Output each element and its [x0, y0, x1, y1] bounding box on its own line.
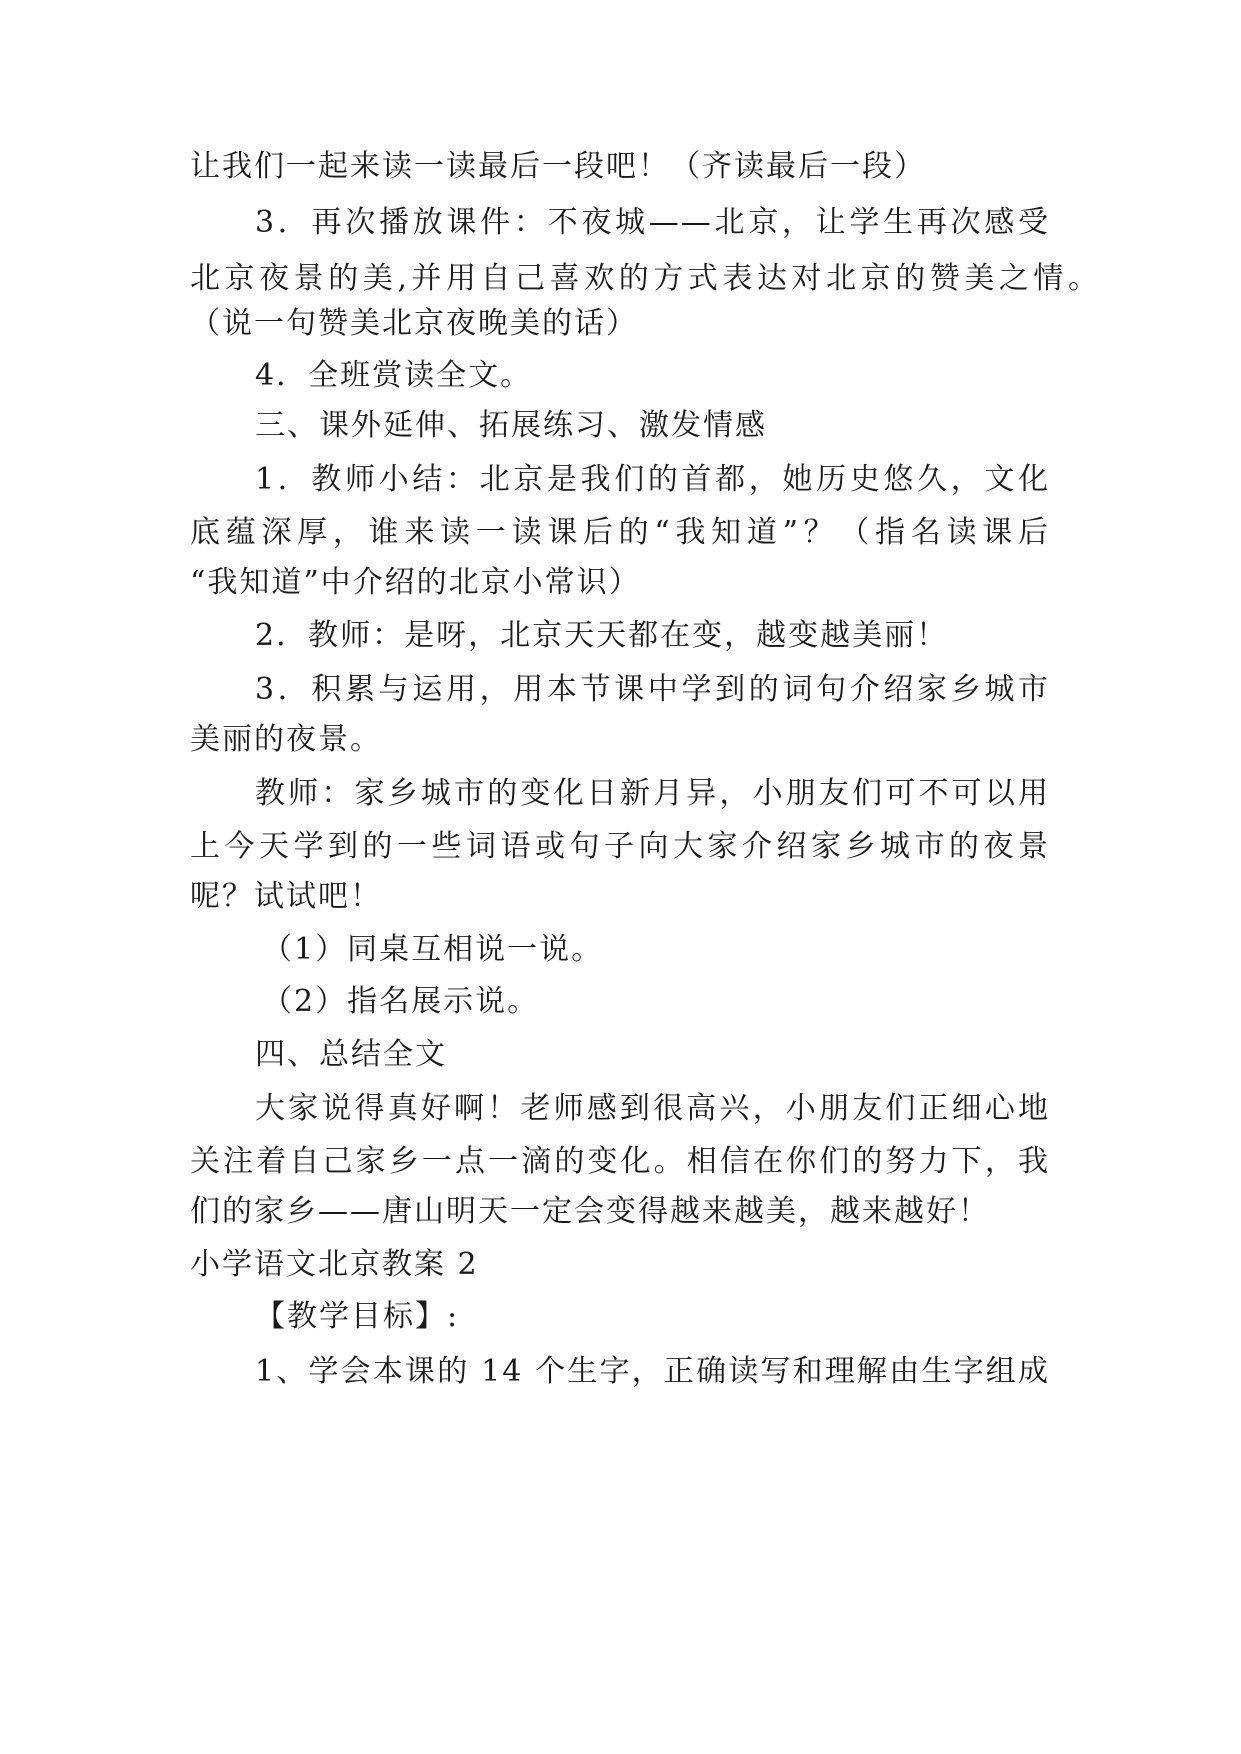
section-heading: 三、课外延伸、拓展练习、激发情感: [255, 408, 767, 443]
paragraph-line: 2．教师：是呀，北京天天都在变，越变越美丽！: [255, 618, 949, 653]
paragraph-line: 4．全班赏读全文。: [255, 358, 533, 393]
paragraph-line: 底蕴深厚，谁来读一读课后的“我知道”？（指名读课后: [190, 515, 1050, 550]
paragraph-line: 教师：家乡城市的变化日新月异，小朋友们可不可以用: [255, 776, 1050, 811]
paragraph-line: 美丽的夜景。: [190, 722, 382, 757]
paragraph-line: 大家说得真好啊！老师感到很高兴，小朋友们正细心地: [255, 1091, 1050, 1126]
paragraph-line: 1．教师小结：北京是我们的首都，她历史悠久，文化: [255, 462, 1050, 497]
section-heading: 【教学目标】:: [255, 1299, 460, 1334]
paragraph-line: 1、学会本课的 14 个生字，正确读写和理解由生字组成: [255, 1354, 1050, 1389]
paragraph-line: 们的家乡——唐山明天一定会变得越来越美，越来越好！: [190, 1194, 990, 1229]
paragraph-line: “我知道”中介绍的北京小常识）: [190, 565, 641, 600]
paragraph-line: 3．积累与运用，用本节课中学到的词句介绍家乡城市: [255, 672, 1050, 707]
paragraph-line: 3．再次播放课件：不夜城——北京，让学生再次感受: [255, 205, 1050, 240]
paragraph-line: 北京夜景的美,并用自己喜欢的方式表达对北京的赞美之情。: [190, 261, 1100, 296]
paragraph-line: 让我们一起来读一读最后一段吧！（齐读最后一段）: [190, 149, 926, 184]
paragraph-line: 关注着自己家乡一点一滴的变化。相信在你们的努力下，我: [190, 1144, 1050, 1179]
paragraph-line: （说一句赞美北京夜晚美的话）: [190, 306, 638, 341]
document-title: 小学语文北京教案 2: [190, 1247, 479, 1282]
list-item: （2）指名展示说。: [262, 984, 540, 1019]
paragraph-line: 呢？试试吧！: [190, 879, 382, 914]
paragraph-line: 上今天学到的一些词语或句子向大家介绍家乡城市的夜景: [190, 829, 1050, 864]
section-heading: 四、总结全文: [255, 1037, 447, 1072]
list-item: （1）同桌互相说一说。: [262, 932, 604, 967]
